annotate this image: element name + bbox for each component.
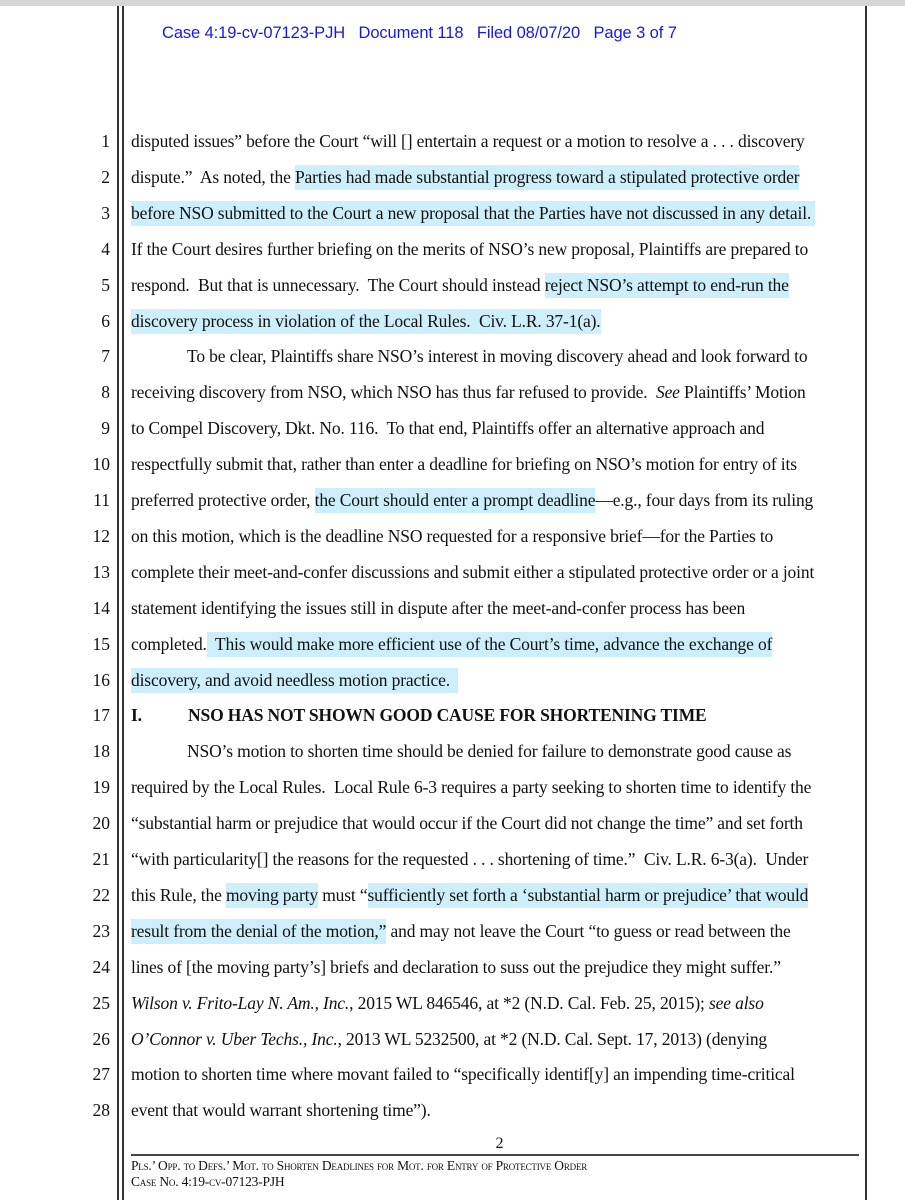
- line-number: 4: [101, 239, 110, 259]
- line-number: 7: [101, 346, 110, 366]
- right-margin-rule: [865, 6, 867, 1200]
- text-segment: completed.: [131, 634, 207, 654]
- italic-citation-text: See: [655, 382, 680, 402]
- highlighted-text[interactable]: Parties had made substantial progress toward a stipulated protective order: [295, 165, 800, 190]
- text-segment: If the Court desires further briefing on the merits of NSO’s new proposal, Plaintiffs are prepared to: [131, 239, 809, 259]
- text-segment: , 2013 WL 5232500, at *2 (N.D. Cal. Sept. 17, 2013) (denying: [337, 1029, 768, 1049]
- line-number: 21: [92, 849, 110, 869]
- footer-rule: [131, 1154, 859, 1156]
- text-line: [131, 274, 789, 296]
- text-segment: receiving discovery from NSO, which NSO has thus far refused to provide.: [131, 382, 656, 402]
- line-number: 9: [101, 418, 110, 438]
- text-line: [131, 238, 808, 260]
- text-segment: this Rule, the: [131, 885, 226, 905]
- text-line: [131, 202, 815, 224]
- highlighted-text[interactable]: sufficiently set forth a ‘substantial harm or prejudice’ that would: [368, 883, 809, 908]
- text-line: [131, 597, 745, 619]
- text-segment: lines of [the moving party’s] briefs and declaration to suss out the prejudice they might suffer.”: [131, 957, 781, 977]
- left-margin-rule-inner: [122, 6, 124, 1200]
- line-number: 15: [92, 634, 110, 654]
- text-segment: respond. But that is unnecessary. The Court should instead: [131, 275, 545, 295]
- text-segment: event that would warrant shortening time”).: [131, 1100, 431, 1120]
- italic-citation-text: O’Connor v. Uber Techs., Inc.: [131, 1029, 338, 1049]
- ecf-header-stamp: Case 4:19-cv-07123-PJH Document 118 Filed 08/07/20 Page 3 of 7: [162, 24, 677, 42]
- text-line: [131, 453, 797, 475]
- line-number: 17: [92, 705, 110, 725]
- text-line: [131, 130, 805, 152]
- viewer-top-bar: [0, 0, 905, 6]
- text-segment: disputed issues” before the Court “will [] entertain a request or a motion to resolve a . . . discovery: [131, 131, 805, 151]
- text-segment: must “: [317, 885, 368, 905]
- text-line: [131, 310, 601, 332]
- text-segment: statement identifying the issues still in dispute after the meet-and-confer process has been: [131, 598, 746, 618]
- text-segment: preferred protective order,: [131, 490, 315, 510]
- line-number: 8: [101, 382, 110, 402]
- text-line: [131, 525, 773, 547]
- line-number: 19: [92, 777, 110, 797]
- highlighted-text[interactable]: before NSO submitted to the Court a new proposal that the Parties have not discussed in any detail.: [131, 201, 815, 226]
- italic-citation-text: Wilson v. Frito-Lay N. Am., Inc.: [131, 993, 350, 1013]
- text-segment: and may not leave the Court “to guess or read between the: [386, 921, 791, 941]
- highlighted-text[interactable]: discovery process in violation of the Local Rules. Civ. L.R. 37-1(a).: [131, 309, 601, 334]
- text-line: [131, 489, 813, 511]
- text-line: [131, 740, 791, 762]
- line-number: 5: [101, 275, 110, 295]
- highlighted-text[interactable]: discovery, and avoid needless motion practice.: [131, 668, 458, 693]
- text-line: [131, 633, 772, 655]
- line-number: 25: [92, 993, 110, 1013]
- text-segment: , 2015 WL 846546, at *2 (N.D. Cal. Feb. 25, 2015);: [349, 993, 709, 1013]
- line-number: 24: [92, 957, 110, 977]
- line-number: 27: [92, 1064, 110, 1084]
- section-number: I.: [131, 705, 142, 725]
- line-number: 26: [92, 1029, 110, 1049]
- footer-caption-case-number: Case No. 4:19-cv-07123-PJH: [131, 1174, 285, 1189]
- text-line: [131, 992, 764, 1014]
- line-number: 14: [92, 598, 110, 618]
- line-number: 12: [92, 526, 110, 546]
- text-line: [131, 669, 458, 691]
- text-line: [131, 1063, 795, 1085]
- text-segment: required by the Local Rules. Local Rule 6-3 requires a party seeking to shorten time to identify the: [131, 777, 812, 797]
- left-margin-rule-outer: [117, 6, 119, 1200]
- text-line: [131, 812, 803, 834]
- text-segment: “with particularity[] the reasons for the requested . . . shortening of time.” Civ. L.R. 6-3(a). Under: [131, 849, 809, 869]
- section-heading: [131, 704, 707, 726]
- highlighted-text[interactable]: the Court should enter a prompt deadline: [315, 488, 596, 513]
- text-segment: respectfully submit that, rather than enter a deadline for briefing on NSO’s motion for entry of its: [131, 454, 797, 474]
- highlighted-text[interactable]: This would make more efficient use of the Court’s time, advance the exchange of: [207, 632, 773, 657]
- footer-caption-title: Pls.’ Opp. to Defs.’ Mot. to Shorten Deadlines for Mot. for Entry of Protective Order: [131, 1158, 588, 1173]
- highlighted-text[interactable]: moving party: [226, 883, 318, 908]
- text-segment: dispute.” As noted, the: [131, 167, 295, 187]
- text-line: [131, 920, 791, 942]
- line-number: 20: [92, 813, 110, 833]
- text-segment: —e.g., four days from its ruling: [595, 490, 814, 510]
- line-number: 18: [92, 741, 110, 761]
- text-segment: on this motion, which is the deadline NSO requested for a responsive brief—for the Parties to: [131, 526, 774, 546]
- line-number: 22: [92, 885, 110, 905]
- text-segment: NSO’s motion to shorten time should be denied for failure to demonstrate good cause as: [187, 741, 792, 761]
- text-segment: NSO HAS NOT SHOWN GOOD CAUSE FOR SHORTENING TIME: [188, 705, 707, 725]
- line-number: 3: [101, 203, 110, 223]
- page-number-text: 2: [495, 1135, 504, 1152]
- line-number: 23: [92, 921, 110, 941]
- text-line: [131, 848, 808, 870]
- line-number: 13: [92, 562, 110, 582]
- line-number: 2: [101, 167, 110, 187]
- text-segment: “substantial harm or prejudice that would occur if the Court did not change the time” and set forth: [131, 813, 803, 833]
- text-line: [131, 956, 781, 978]
- text-line: [131, 561, 814, 583]
- text-segment: complete their meet-and-confer discussions and submit either a stipulated protective order or a joint: [131, 562, 815, 582]
- line-number: 1: [101, 131, 110, 151]
- text-line: [131, 776, 811, 798]
- line-number: 16: [92, 670, 110, 690]
- text-segment: To be clear, Plaintiffs share NSO’s interest in moving discovery ahead and look forward to: [187, 346, 808, 366]
- page-number: [0, 1135, 905, 1153]
- text-line: [131, 166, 799, 188]
- text-segment: motion to shorten time where movant failed to “specifically identif[y] an impending time-critical: [131, 1064, 795, 1084]
- highlighted-text[interactable]: result from the denial of the motion,”: [131, 919, 386, 944]
- text-line: [131, 381, 806, 403]
- line-number: 11: [93, 490, 110, 510]
- italic-citation-text: see also: [708, 993, 764, 1013]
- text-line: [131, 417, 764, 439]
- text-line: [131, 1099, 431, 1121]
- line-number: 10: [92, 454, 110, 474]
- text-line: [131, 884, 808, 906]
- text-segment: Plaintiffs’ Motion: [679, 382, 806, 402]
- text-line: [131, 1028, 767, 1050]
- text-segment: to Compel Discovery, Dkt. No. 116. To that end, Plaintiffs offer an alternative approach and: [131, 418, 765, 438]
- highlighted-text[interactable]: reject NSO’s attempt to end-run the: [545, 273, 789, 298]
- line-number: 28: [92, 1100, 110, 1120]
- line-number: 6: [101, 311, 110, 331]
- text-line: [131, 345, 807, 367]
